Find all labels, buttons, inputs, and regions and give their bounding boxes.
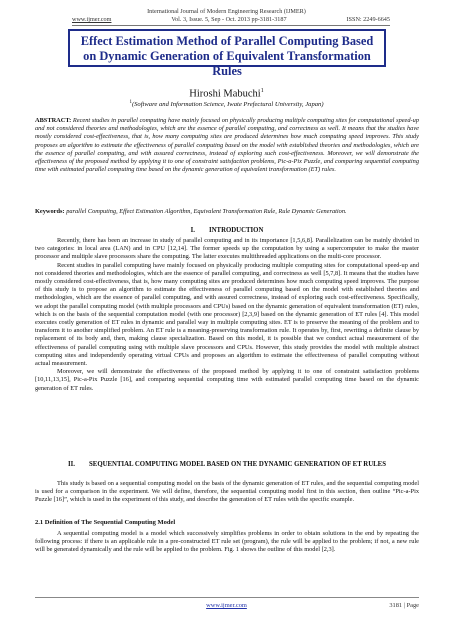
section-2-paragraph: This study is based on a sequential computing model on the basis of the dynamic generation of ET rules, and the sequential computing model is used for a comparison in the experiment. We will define, therefore, the sequential computing model first in this section, then outline “Pic-a-Pix Puzzle [16]”, which is used in the experiment of this study, and describe the generation of ET rules with the specific example.: [35, 480, 419, 504]
page-number: 3181 | Page: [389, 602, 419, 609]
author-name: Hiroshi Mabuchi: [189, 88, 261, 100]
section-1-heading: [35, 227, 419, 235]
section-1-paragraph: Recent studies in parallel computing have mainly focused on physically producing multiple computing sites for computational speed-up and not considered theories and methodologies, which are the essence of parallel computing, and correctness as well [5,7,8]. It means that the studies have mostly considered cost-effectiveness, that is, how many computing sites are produced determines how much computing speed improves. The purpose of this study is to propose an algorithm to estimate the effectiveness of parallel computing based on the model with established theories and methodologies, which are the essence of parallel computing, and with assured correctness, instead of exploring such cost-effectiveness. Specifically, we adopt the parallel computing model (with multiple processors and CPUs) based on the dynamic generation of equivalent transformation (ET) rules, which is on the basis of the sequential computation model (with one processor) [2,3,9] based on the dynamic generation of ET rules [4]. This model executes costly generation of ET rules in dynamic and parallel way in multiple computing sites. ET is to preserve the meaning of the problem and to transform it to another simplified problem. An ET rule is a meaning-preserving transformation rule. It operates by, first, rewriting a definite clause by replacement of its body and, then, making clause specialization. Based on this model, it is possible that we conduct actual measurement of the effectiveness of parallel computing using with multiple slave processors and CPUs. However, this study provides the model with multiple abstract computing sites and independently operating virtual CPUs and proposes an algorithm to estimate the effectiveness of parallel computing without actual measurement.: [35, 261, 419, 368]
section-1-number: I.: [190, 227, 195, 234]
affiliation: (Software and Information Science, Iwate Prefectural University, Japan): [131, 101, 324, 109]
section-2-number: II.: [68, 461, 75, 468]
journal-issn: ISSN: 2249-6645: [346, 16, 390, 23]
header-divider: [72, 25, 390, 26]
section-2-title: SEQUENTIAL COMPUTING MODEL BASED ON THE DYNAMIC GENERATION OF ET RULES: [89, 461, 386, 468]
subsection-2-1-paragraph: A sequential computing model is a model which successively simplifies problems in order to obtain solutions in the end by repeating the following process: if there is an applicable rule in a pre-constructed ET rule set (program), the rule will be applied to the problem; if not, a new rule will be generated dynamically and the rule will be applied to the problem. Fig. 1 shows the outline of this model [2,3].: [35, 530, 419, 554]
subsection-2-1-title: 2.1 Definition of The Sequential Computing Model: [35, 519, 176, 526]
section-1-paragraph: Recently, there has been an increase in study of parallel computing and in its importance [1,5,6,8]. Parallelization can be mainly divided in two categories: in local area (LAN) and in CPU [12,14]. The former speeds up the computation by using a supercomputer to make the master processor and multiple slave processors share the computing. The latter executes multithreaded applications on the multi-core processor.: [35, 237, 419, 261]
keywords-label: Keywords:: [35, 208, 65, 215]
journal-name: International Journal of Modern Engineering Research (IJMER): [147, 8, 306, 15]
journal-website-link[interactable]: www.ijmer.com: [72, 16, 112, 23]
keywords-text: parallel Computing, Effect Estimation Algorithm, Equivalent Transformation Rule, Rule Dynamic Generation.: [66, 208, 347, 215]
journal-volume: Vol. 3, Issue. 5, Sep - Oct. 2013 pp-3181-3187: [171, 16, 287, 23]
section-1-paragraph: Moreover, we will demonstrate the effectiveness of the proposed method by applying it to one of constraint satisfaction problems [10,11,13,15], Pic-a-Pix Puzzle [16], and comparing sequential computing time with estimated parallel computing time based on the dynamic generation of ET rules.: [35, 368, 419, 392]
footer-website-link[interactable]: www.ijmer.com: [206, 602, 247, 609]
abstract-label: ABSTRACT:: [35, 117, 72, 124]
abstract: [35, 117, 419, 174]
section-1-body: [35, 237, 419, 393]
section-2-body: [35, 480, 419, 505]
journal-header: [0, 8, 453, 16]
paper-title: Effect Estimation Method of Parallel Computing Based on Dynamic Generation of Equivalent Transformation Rules: [80, 34, 374, 78]
subsection-2-1-body: [35, 530, 419, 555]
affiliation-superscript: 1: [129, 100, 132, 105]
affiliation-line: [0, 99, 453, 109]
title-box: [68, 29, 386, 78]
section-2-heading: [35, 461, 419, 469]
footer-divider: [35, 597, 419, 598]
journal-meta-row: [72, 16, 390, 24]
keywords: [35, 208, 419, 216]
section-1-title: INTRODUCTION: [208, 227, 264, 234]
author-superscript: 1: [260, 88, 264, 94]
abstract-text: Recent studies in parallel computing have mainly focused on physically producing multiple computing sites for computational speed-up and not considered theories and methodologies, which are the essence of parallel computing, and correctness as well. It means that the studies have mostly considered cost-effectiveness, that is, how many computing sites are produced determines how much computing speed improves. This study proposes an algorithm to estimate the effectiveness of parallel computing based on the model with established theories and methodologies, which are the essence of parallel computing, and with assured correctness, instead of exploring such cost-effectiveness. Moreover, we will demonstrate the effectiveness of the proposed method by applying it to one of constraint satisfaction problems, Pic-a-Pix Puzzle, and comparing sequential computing time with estimated parallel computing time based on the dynamic generation of equivalent transformation (ET) rules.: [35, 117, 419, 174]
